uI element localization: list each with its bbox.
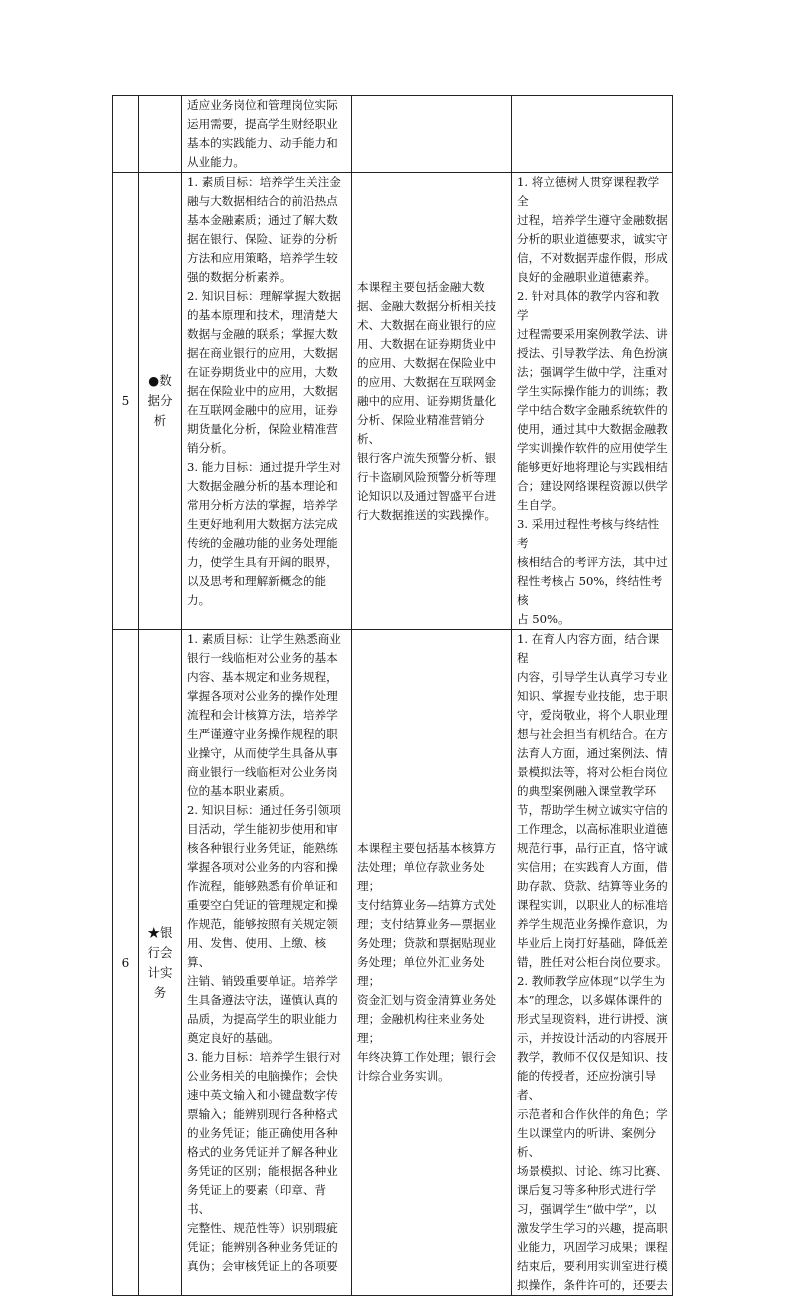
course-name: ●数 据分 析	[139, 173, 182, 630]
course-goals: 1. 素质目标：让学生熟悉商业 银行一线临柜对公业务的基本 内容、基本规定和业务规程， 掌握各项对公业务的操作处理 流程和会计核算方法，培养学 生严谨遵守业务操作规程的职 业操守，从而使学生具备从事 商业银行一线临柜对公业务岗 位的基本职业素质。 2. 知识目标：通过任务引领项 目活动，学生能初步使用和审 核各种银行业务凭证，能熟练 掌握各项对公业务的内容和操 作流程，能够熟悉有价单证和 重要空白凭证的管理规定和操 作规范，能够按照有关规定领 用、发售、使用、上缴、核算、 注销、销毁重要单证。培养学 生具备遵法守法，谨慎认真的 品质，为提高学生的职业能力 奠定良好的基础。 3. 能力目标：培养学生银行对 公业务相关的电脑操作；会快 速中英文输入和小键盘数字传 票输入；能辨别现行各种格式 的业务凭证；能正确使用各种 格式的业务凭证并了解各种业 务凭证的区别；能根据各种业 务凭证上的要素（印章、背书、 完整性、规范性等）识别瑕疵 凭证；能辨别各种业务凭证的 真伪；会审核凭证上的各项要	[182, 630, 352, 1296]
curriculum-table	[112, 95, 673, 1296]
course-name	[139, 96, 182, 173]
teaching-method	[512, 96, 673, 173]
row-number: 5	[113, 173, 139, 630]
teaching-method: 1. 将立德树人贯穿课程教学全 过程，培养学生遵守金融数据 分析的职业道德要求，诚实守 信，不对数据弄虚作假，形成 良好的金融职业道德素养。 2. 针对具体的教学内容和教学 过程需要采用案例教学法、讲 授法、引导教学法、角色扮演 法；强调学生做中学，注重对 学生实际操作能力的训练；教 学中结合数字金融系统软件的 使用，通过其中大数据金融教 学实训操作软件的应用使学生 能够更好地将理论与实践相结 合；建设网络课程资源以供学 生自学。 3. 采用过程性考核与终结性考 核相结合的考评方法，其中过 程性考核占 50%，终结性考核 占 50%。	[512, 173, 673, 630]
document-page	[112, 95, 672, 1296]
course-content: 本课程主要包括金融大数 据、金融大数据分析相关技 术、大数据在商业银行的应 用、大数据在证券期货业中 的应用、大数据在保险业中 的应用、大数据在互联网金 融中的应用、证券期货量化 分析、保险业精准营销分析、 银行客户流失预警分析、银 行卡盗刷风险预警分析等理 论知识以及通过智盛平台进 行大数据推送的实践操作。	[352, 173, 512, 630]
row-number	[113, 96, 139, 173]
table-row	[113, 173, 673, 630]
course-goals: 1. 素质目标：培养学生关注金 融与大数据相结合的前沿热点 基本金融素质；通过了解大数 据在银行、保险、证券的分析 方法和应用策略，培养学生较 强的数据分析素养。 2. 知识目标：理解掌握大数据 的基本原理和技术，理清楚大 数据与金融的联系；掌握大数 据在商业银行的应用，大数据 在证券期货业中的应用，大数 据在保险业中的应用，大数据 在互联网金融中的应用，证券 期货量化分析，保险业精准营 销分析。 3. 能力目标：通过提升学生对 大数据金融分析的基本理论和 常用分析方法的掌握，培养学 生更好地利用大数据方法完成 传统的金融功能的业务处理能 力，使学生具有开阔的眼界， 以及思考和理解新概念的能 力。	[182, 173, 352, 630]
teaching-method: 1. 在育人内容方面，结合课程 内容，引导学生认真学习专业 知识、掌握专业技能，忠于职 守，爱岗敬业，将个人职业理 想与社会担当有机结合。在方 法育人方面，通过案例法、情 景模拟法等，将对公柜台岗位 的典型案例融入课堂教学环 节，帮助学生树立诚实守信的 工作理念，以高标准职业道德 规范行事，品行正直，恪守诚 实信用；在实践育人方面，借 助存款、贷款、结算等业务的 课程实训，以职业人的标准培 养学生规范业务操作意识，为 毕业后上岗打好基础，降低差 错，胜任对公柜台岗位要求。 2. 教师教学应体现“以学生为 本”的理念，以多媒体课件的 形式呈现资料，进行讲授、演 示，并按设计活动的内容展开 教学，教师不仅仅是知识、技 能的传授者，还应扮演引导者、 示范者和合作伙伴的角色；学 生以课堂内的听讲、案例分析、 场景模拟、讨论、练习比赛、 课后复习等多种形式进行学 习，强调学生“做中学”，以 激发学生学习的兴趣，提高职 业能力，巩固学习成果；课程 结束后，要利用实训室进行模 拟操作，条件许可的，还要去	[512, 630, 673, 1296]
course-content	[352, 96, 512, 173]
course-goals: 适应业务岗位和管理岗位实际 运用需要，提高学生财经职业 基本的实践能力、动手能力和 从业能力。	[182, 96, 352, 173]
table-row	[113, 630, 673, 1296]
course-content: 本课程主要包括基本核算方 法处理；单位存款业务处理； 支付结算业务—结算方式处 理；支付结算业务—票据业 务处理；贷款和票据贴现业 务处理；单位外汇业务处理； 资金汇划与资金清算业务处 理；金融机构往来业务处理； 年终决算工作处理；银行会 计综合业务实训。	[352, 630, 512, 1296]
row-number: 6	[113, 630, 139, 1296]
table-row	[113, 96, 673, 173]
course-name: ★银 行会 计实 务	[139, 630, 182, 1296]
